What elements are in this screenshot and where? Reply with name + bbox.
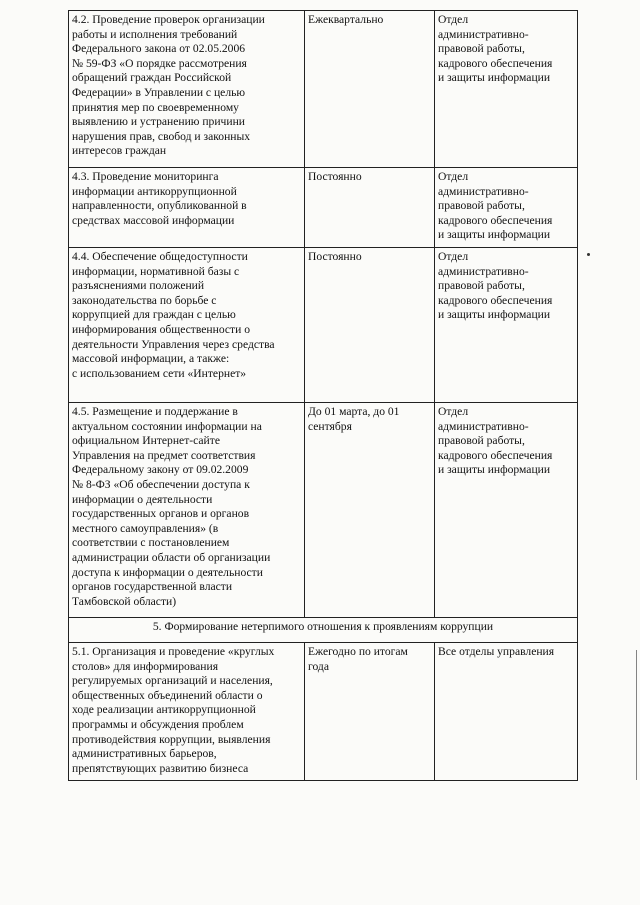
activity-text: 5.1. Организация и проведение «круглых столов» для информирования регулируемых организаций и населения, общественных объединений области о ходе реализации антикоррупционной программы и обсуждения проблем противодействия коррупции, выявления административных барьеров, препятствующих развитию бизнеса bbox=[72, 645, 275, 775]
activity-text: 4.3. Проведение мониторинга информации антикоррупционной направленности, опубликованной в средствах массовой информации bbox=[72, 170, 247, 227]
term-cell bbox=[305, 403, 435, 618]
term-cell bbox=[305, 168, 435, 248]
activity-text: 4.4. Обеспечение общедоступности информации, нормативной базы с разъяснениями положений законодательства по борьбе с коррупцией для граждан с целью информирования общественности о деятельности Управления через средства массовой информации, а также: с использованием сети «Интернет» bbox=[72, 250, 275, 380]
responsible-text: Все отделы управления bbox=[438, 645, 555, 658]
activity-cell bbox=[69, 643, 305, 781]
term-cell bbox=[305, 11, 435, 168]
term-text: Постоянно bbox=[308, 170, 362, 183]
term-text: Ежегодно по итогам года bbox=[308, 645, 408, 673]
table-row bbox=[69, 248, 578, 403]
responsible-cell bbox=[435, 168, 578, 248]
responsible-cell bbox=[435, 248, 578, 403]
responsible-text: Отдел административно- правовой работы, кадрового обеспечения и защиты информации bbox=[438, 405, 553, 477]
responsible-cell bbox=[435, 403, 578, 618]
activity-cell bbox=[69, 168, 305, 248]
scan-mark bbox=[587, 253, 590, 256]
responsible-text: Отдел административно- правовой работы, кадрового обеспечения и защиты информации bbox=[438, 13, 553, 85]
section-header-row bbox=[69, 618, 578, 643]
responsible-text: Отдел административно- правовой работы, кадрового обеспечения и защиты информации bbox=[438, 250, 553, 322]
term-text: До 01 марта, до 01 сентября bbox=[308, 405, 400, 433]
table-row bbox=[69, 403, 578, 618]
activity-text: 4.2. Проведение проверок организации работы и исполнения требований Федерального закона от 02.05.2006 № 59-ФЗ «О порядке рассмотрения обращений граждан Российской Федерации» в Управлении с целью принятия мер по своевременному выявлению и устранению причини нарушения прав, свобод и законных интересов граждан bbox=[72, 13, 265, 158]
activity-cell bbox=[69, 11, 305, 168]
section-title: 5. Формирование нетерпимого отношения к проявлениям коррупции bbox=[69, 618, 578, 643]
term-cell bbox=[305, 643, 435, 781]
responsible-cell bbox=[435, 643, 578, 781]
table-row bbox=[69, 168, 578, 248]
responsible-cell bbox=[435, 11, 578, 168]
term-cell bbox=[305, 248, 435, 403]
responsible-text: Отдел административно- правовой работы, кадрового обеспечения и защиты информации bbox=[438, 170, 553, 242]
table-row bbox=[69, 643, 578, 781]
activity-text: 4.5. Размещение и поддержание в актуальном состоянии информации на официальном Интернет-сайте Управления на предмет соответствия Федеральному закону от 09.02.2009 № 8-ФЗ «Об обеспечении доступа к информации о деятельности государственных органов и органов местного самоуправления» (в соответствии с постановлением администрации области об организации доступа к информации о деятельности органов государственной власти Тамбовской области) bbox=[72, 405, 271, 608]
activity-cell bbox=[69, 248, 305, 403]
term-text: Ежеквартально bbox=[308, 13, 384, 26]
term-text: Постоянно bbox=[308, 250, 362, 263]
activity-cell bbox=[69, 403, 305, 618]
table-row bbox=[69, 11, 578, 168]
scan-edge-line bbox=[636, 650, 637, 780]
activities-table bbox=[68, 10, 578, 781]
